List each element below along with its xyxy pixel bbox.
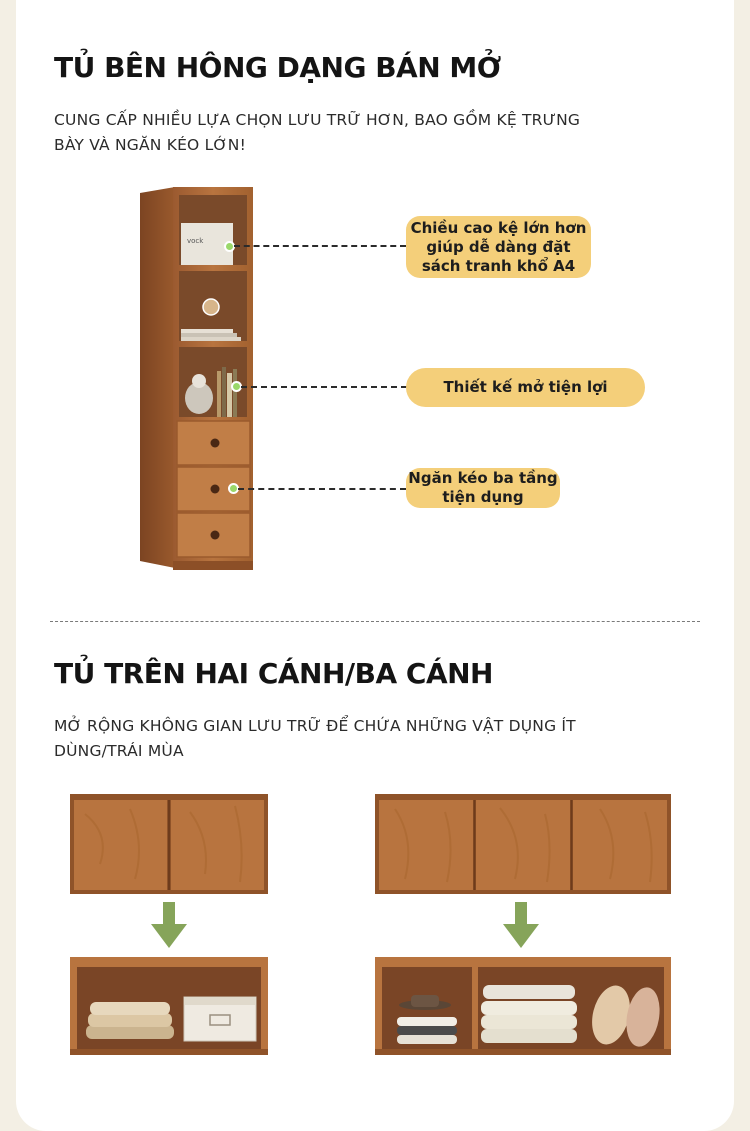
callout-3-line-1: Ngăn kéo ba tầng	[408, 469, 558, 487]
section-description-side-cabinet: CUNG CẤP NHIỀU LỰA CHỌN LƯU TRỮ HƠN, BAO GỒM KỆ TRƯNG BÀY VÀ NGĂN KÉO LỚN!	[54, 111, 581, 154]
callout-2-line-1: Thiết kế mở tiện lợi	[443, 378, 608, 396]
callout-1-leader	[234, 245, 406, 247]
section-divider	[50, 621, 700, 622]
callout-3-line-2: tiện dụng	[442, 488, 524, 506]
section-title-side-cabinet: TỦ BÊN HÔNG DẠNG BÁN MỞ	[54, 51, 501, 84]
callout-1-line-2: giúp dễ dàng đặt	[426, 237, 571, 256]
callout-1-line-3: sách tranh khổ A4	[421, 256, 576, 275]
two-door-cabinet-closed	[70, 794, 268, 894]
callout-open-design	[406, 368, 645, 407]
callout-drawers	[406, 468, 560, 508]
callout-3-leader	[238, 488, 406, 490]
down-arrow-icon	[503, 902, 539, 948]
two-door-cabinet-open	[70, 957, 268, 1055]
down-arrow-icon	[151, 902, 187, 948]
section-title-upper-cabinet: TỦ TRÊN HAI CÁNH/BA CÁNH	[54, 657, 493, 690]
side-cabinet-illustration	[135, 183, 260, 573]
callout-1-dot	[226, 243, 233, 250]
callout-3-dot	[230, 485, 237, 492]
svg-text:vock: vock	[187, 237, 204, 245]
three-door-cabinet-closed	[375, 794, 671, 894]
three-door-cabinet-open	[375, 957, 671, 1055]
callout-2-dot	[233, 383, 240, 390]
callout-shelf-height	[406, 216, 591, 278]
section-description-upper-cabinet: MỞ RỘNG KHÔNG GIAN LƯU TRỮ ĐỂ CHỨA NHỮNG VẬT DỤNG ÍT DÙNG/TRÁI MÙA	[54, 717, 576, 760]
callout-2-leader	[241, 386, 407, 388]
callout-1-line-1: Chiều cao kệ lớn hơn	[410, 218, 587, 237]
